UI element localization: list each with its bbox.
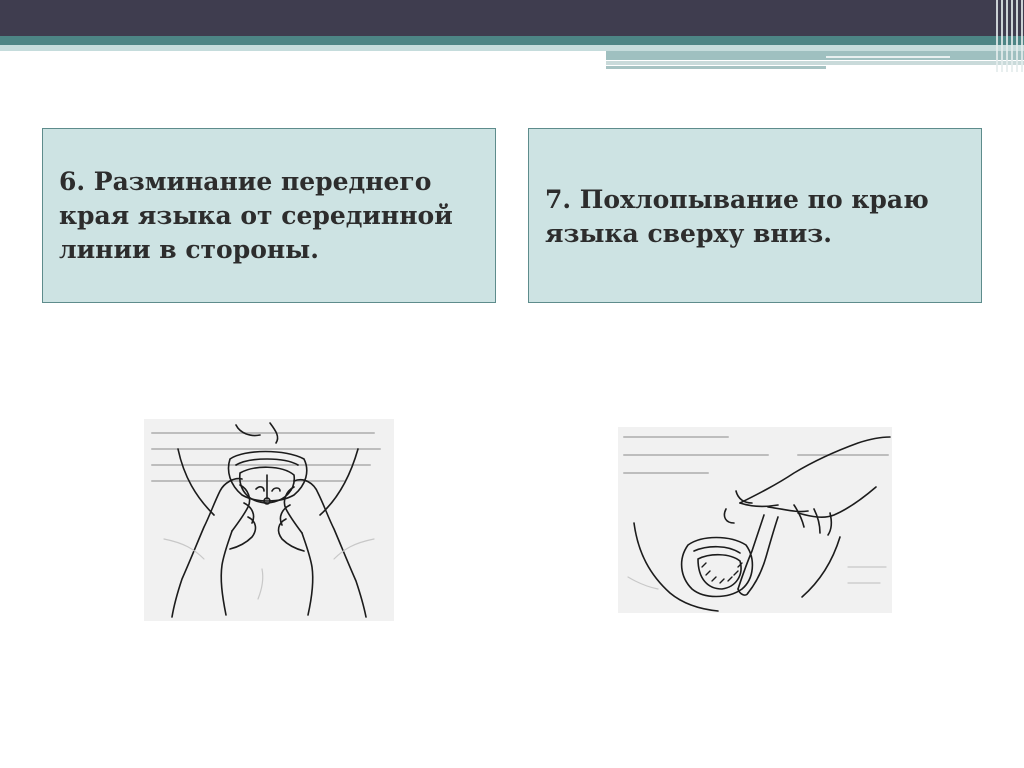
header-stripe	[606, 51, 1024, 60]
tongue-tapping-drawing	[618, 427, 892, 613]
header-stripe	[606, 66, 826, 69]
header-dark-bar	[0, 0, 1024, 36]
header-line	[826, 56, 950, 58]
step-7-text: 7. Похлопывание по краю языка сверху вниз.	[545, 185, 929, 248]
text-box-step-6	[42, 128, 496, 303]
header-vertical-bars	[992, 0, 1024, 72]
step-6-text: 6. Разминание переднего края языка от серединной линии в стороны.	[59, 167, 453, 264]
text-box-step-7	[528, 128, 982, 303]
tongue-massage-drawing	[144, 419, 394, 621]
header-teal-bar	[0, 36, 1024, 45]
header-stripe	[606, 61, 1024, 65]
